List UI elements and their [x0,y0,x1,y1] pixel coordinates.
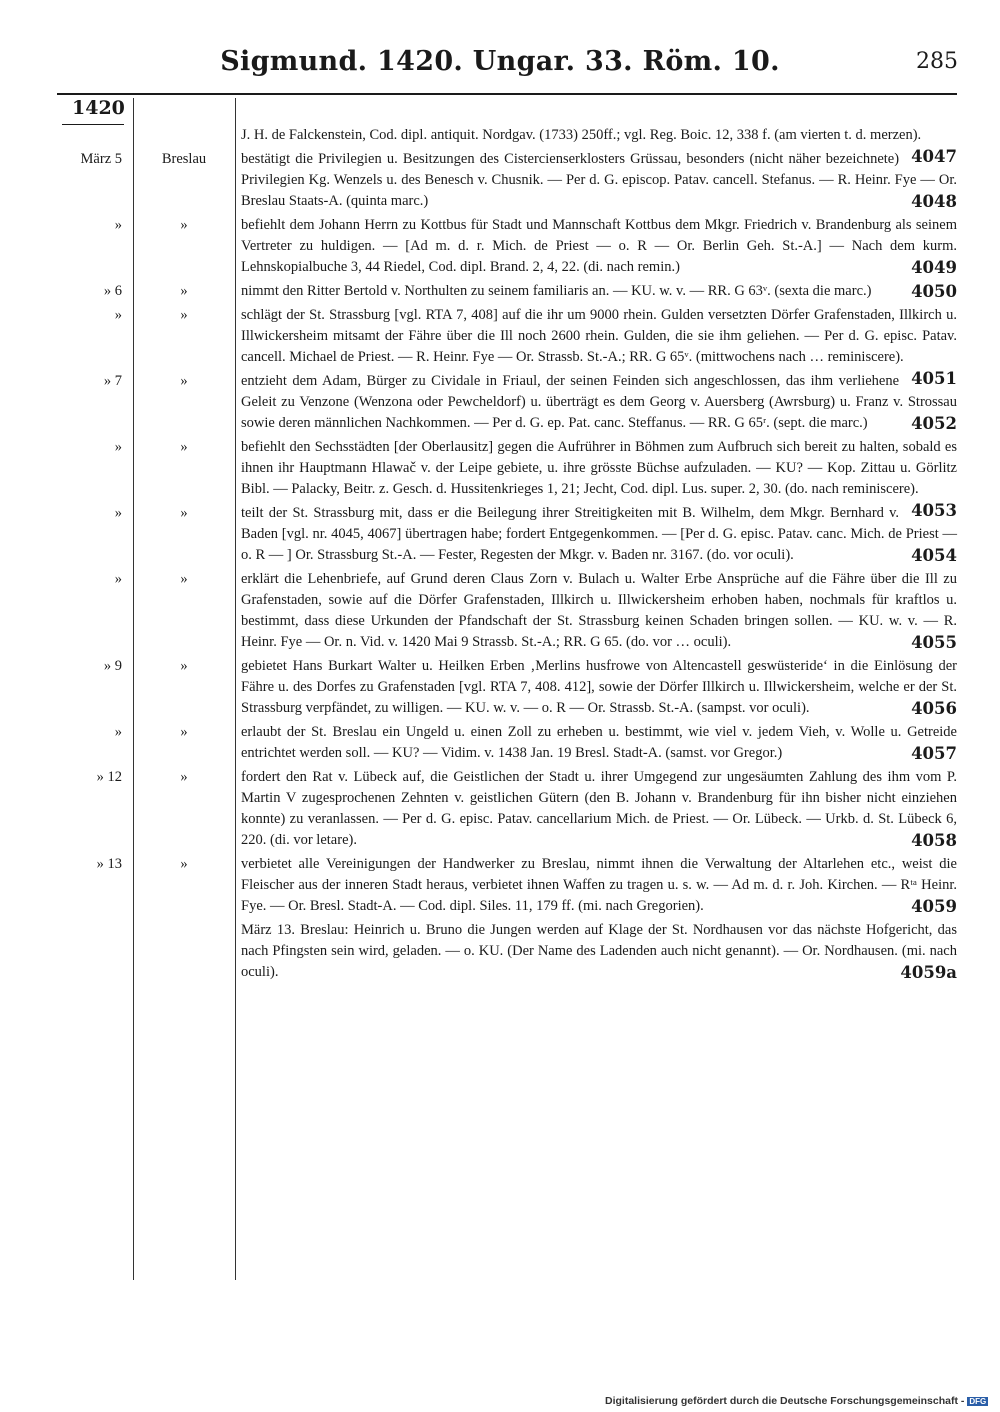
regest-entry [0,569,1000,656]
header-rule [57,93,957,95]
entry-date: März 5 [80,151,122,167]
entry-date: » [114,217,122,233]
regest-entry [0,305,1000,388]
entry-text: verbietet alle Vereinigungen der Handwerker zu Breslau, nimmt ihnen die Verwaltung der Altarlehen etc., weist die Fleischer aus der inneren Stadt heraus, verbietet ihnen Waffen zu tragen u. s. w. — Ad m. d. r. Joh. Kirchen. — Rᵗᵃ Heinr. Fye. — Or. Bresl. Stadt-A. — Cod. dipl. Siles. 11, 179 ff. (mi. nach Gregorien). [241,856,957,914]
entry-place: » [180,373,188,389]
entry-place: » [180,217,188,233]
entry-text-block [241,722,957,767]
entry-text: nimmt den Ritter Bertold v. Northulten zu seinem familiaris an. — KU. w. v. — RR. G 63ᵛ. (sexta die marc.) [241,283,872,299]
regest-entry [0,215,1000,281]
entry-date: » 9 [103,658,122,674]
page-title: Sigmund. 1420. Ungar. 33. Röm. 10. [220,46,780,77]
entry-text: schlägt der St. Strassburg [vgl. RTA 7, 408] auf die ihr um 9000 rhein. Gulden versetzten Dörfer Grafenstaden, Illkirch u. Illwickersheim mitsamt der Fähre über die Ill noch 2600 rhein. Gulden, die sie ihm geliehen. — Per d. G. episc. Patav. cancell. Michael de Priest. — R. Heinr. Fye — Or. Strassb. St.-A.; RR. G 65ᵛ. (mittwochens nach … reminiscere). [241,307,957,365]
entry-number: 4055 [911,633,957,652]
entry-text-block [241,281,957,305]
entry-text-block [241,656,957,722]
page-header [0,46,1000,90]
entry-text-block [241,503,957,569]
page-number: 285 [916,49,958,74]
entry-number: 4054 [911,546,957,565]
entry-date: » [114,439,122,455]
entry-number: 4059a [900,963,957,982]
entry-text: fordert den Rat v. Lübeck auf, die Geistlichen der Stadt u. ihrer Umgegend zur ungesäumten Zahlung des ihm vom P. Martin V zugesprochenen Zehnten v. geistlichen Gütern (den B. Johann v. Brandenburg für ihn bisher nicht einziehen konnte) zu veranlassen. — Per d. G. episc. Patav. cancellarium Mich. de Priest. — Or. Lübeck. — Urkb. d. St. Lübeck 6, 220. (di. vor letare). [241,769,957,848]
entry-text: gebietet Hans Burkart Walter u. Heilken Erben ‚Merlins husfrowe von Altencastell geswüsteride‘ in die Einlösung der Fähre u. des Dorfes zu Grafenstaden [vgl. RTA 7, 408. 412], sowie der Dörfer Illkirch u. Illwickersheim, welche er der St. Strassburg verpfändet, zu willigen. — KU. w. v. — o. R — Or. Strassb. St.-A. (sampst. vor oculi). [241,658,957,716]
entry-text-block [241,569,957,656]
regest-entry [0,503,1000,569]
entry-text: befiehlt dem Johann Herrn zu Kottbus für Stadt und Mannschaft Kottbus dem Mkgr. Friedrich v. Brandenburg als seinem Vertreter zu huldigen. — [Ad m. d. r. Mich. de Priest — o. R — Or. Berlin Geh. St.-A.] — Nach dem kurm. Lehnskopialbuche 3, 44 Riedel, Cod. dipl. Brand. 2, 4, 22. (di. nach remin.) [241,217,957,275]
entry-text-block [241,854,957,920]
regest-entry [0,767,1000,854]
regest-list [0,125,1000,986]
entry-place: » [180,439,188,455]
entry-text: bestätigt die Privilegien u. Besitzungen des Cistercienserklosters Grüssau, besonders (nicht näher bezeichnete) Privilegien Kg. Wenzels u. des Benesch v. Chusnik. — Per d. G. episcop. Patav. cancell. Stefanus. — R. Heinr. Fye — Or. Breslau Staats-A. (quinta marc.) [241,151,957,209]
regest-entry [0,149,1000,215]
entry-text: erklärt die Lehenbriefe, auf Grund deren Claus Zorn v. Bulach u. Walter Erbe Ansprüche auf die Fähre über die Ill zu Grafenstaden, sowie auf die Dörfer Grafenstaden, Illkirch u. Illwickersheim erhoben haben, nochmals für kraftlos u. bestimmt, dass diese Urkunden der Pfandschaft der St. Strassburg keinen Schaden bringen sollen. — KU. w. v. — R. Heinr. Fye — Or. n. Vid. v. 1420 Mai 9 Strassb. St.-A.; RR. G 65. (do. vor … oculi). [241,571,957,650]
entry-place: » [180,283,188,299]
entry-text: erlaubt der St. Breslau ein Ungeld u. einen Zoll zu erheben u. bestimmt, wie viel v. jedem Vieh, v. Wolle u. Getreide entrichtet werden soll. — KU? — Vidim. v. 1438 Jan. 19 Bresl. Stadt-A. (samst. vor Gregor.) [241,724,957,761]
regest-entry [0,281,1000,305]
footer-credit-text: Digitalisierung gefördert durch die Deutsche Forschungsgemeinschaft - [605,1395,965,1407]
entry-number: 4056 [911,699,957,718]
dfg-logo: DFG [969,1396,987,1406]
year-label: 1420 [72,97,125,119]
regest-entry [0,371,1000,437]
entry-text: teilt der St. Strassburg mit, dass er die Beilegung ihrer Streitigkeiten mit B. Wilhelm, dem Mkgr. Bernhard v. Baden [vgl. nr. 4045, 4067] übertragen habe; fordert Entgegenkommen. — [Per d. G. episc. Patav. canc. Mich. de Priest — o. R — ] Or. Strassburg St.-A. — Fester, Regesten der Mkgr. v. Baden nr. 3167. (do. vor oculi). [241,505,957,563]
entry-text-block [241,371,957,437]
entry-text: März 13. Breslau: Heinrich u. Bruno die Jungen werden auf Klage der St. Nordhausen vor das nächste Hofgericht, das nach Pfingsten sein wird, geladen. — o. KU. (Der Name des Ladenden auch nicht genannt). — Or. Nordhausen. (mi. nach oculi). [241,922,957,980]
entry-number: 4058 [911,831,957,850]
entry-number: 4057 [911,744,957,763]
entry-text-block [241,149,957,215]
entry-number: 4048 [911,192,957,211]
regest-entry [0,920,1000,986]
entry-date: » 13 [96,856,122,872]
entry-date: » [114,571,122,587]
regest-entry [0,854,1000,920]
entry-number: 4049 [911,258,957,277]
regest-entry [0,722,1000,767]
entry-text-block [241,125,957,166]
regest-entry [0,656,1000,722]
entry-number: 4047 [911,147,957,166]
entry-text-block [241,437,957,520]
entry-date: » 6 [103,283,122,299]
entry-text: befiehlt den Sechsstädten [der Oberlausitz] gegen die Aufrührer in Böhmen zum Aufbruch sich bereit zu halten, sobald es ihnen ihr Hauptmann Hlawač v. der Leipe gebiete, u. ihre grösste Büchse aufzuladen. — KU? — Kop. Zittau u. Görlitz Bibl. — Palacky, Beitr. z. Gesch. d. Hussitenkrieges 1, 21; Jecht, Cod. dipl. Lus. super. 2, 30. (do. nach reminiscere). [241,439,957,497]
entry-date: » [114,307,122,323]
entry-number: 4052 [911,414,957,433]
entry-place: » [180,658,188,674]
entry-place: » [180,505,188,521]
entry-number: 4051 [911,369,957,388]
entry-place: Breslau [161,151,207,167]
entry-date: » [114,505,122,521]
entry-date: » 7 [103,373,122,389]
entry-text: entzieht dem Adam, Bürger zu Cividale in Friaul, der seinen Feinden sich angeschlossen, das ihm verliehene Geleit zu Venzone (Wenzona oder Pewcheldorf) u. überträgt es dem Georg v. Auersberg (Awrsburg) u. Franz v. Strossau sowie deren männlichen Nachkommen. — Per d. G. ep. Pat. canc. Steffanus. — RR. G 65ʳ. (sept. die marc.) [241,373,957,431]
entry-place: » [180,769,188,785]
entry-place: » [180,724,188,740]
entry-date: » 12 [96,769,122,785]
entry-text-block [241,305,957,388]
entry-text-block [241,920,957,986]
footer-credit [605,1395,988,1407]
entry-number: 4059 [911,897,957,916]
entry-number: 4050 [911,282,957,301]
entry-date: » [114,724,122,740]
entry-place: » [180,571,188,587]
entry-text: J. H. de Falckenstein, Cod. dipl. antiquit. Nordgav. (1733) 250ff.; vgl. Reg. Boic. 12, 338 f. (am vierten t. d. merzen). [241,127,922,143]
entry-place: » [180,856,188,872]
entry-text-block [241,215,957,281]
entry-text-block [241,767,957,854]
entry-place: » [180,307,188,323]
entry-number: 4053 [911,501,957,520]
regest-entry [0,437,1000,520]
